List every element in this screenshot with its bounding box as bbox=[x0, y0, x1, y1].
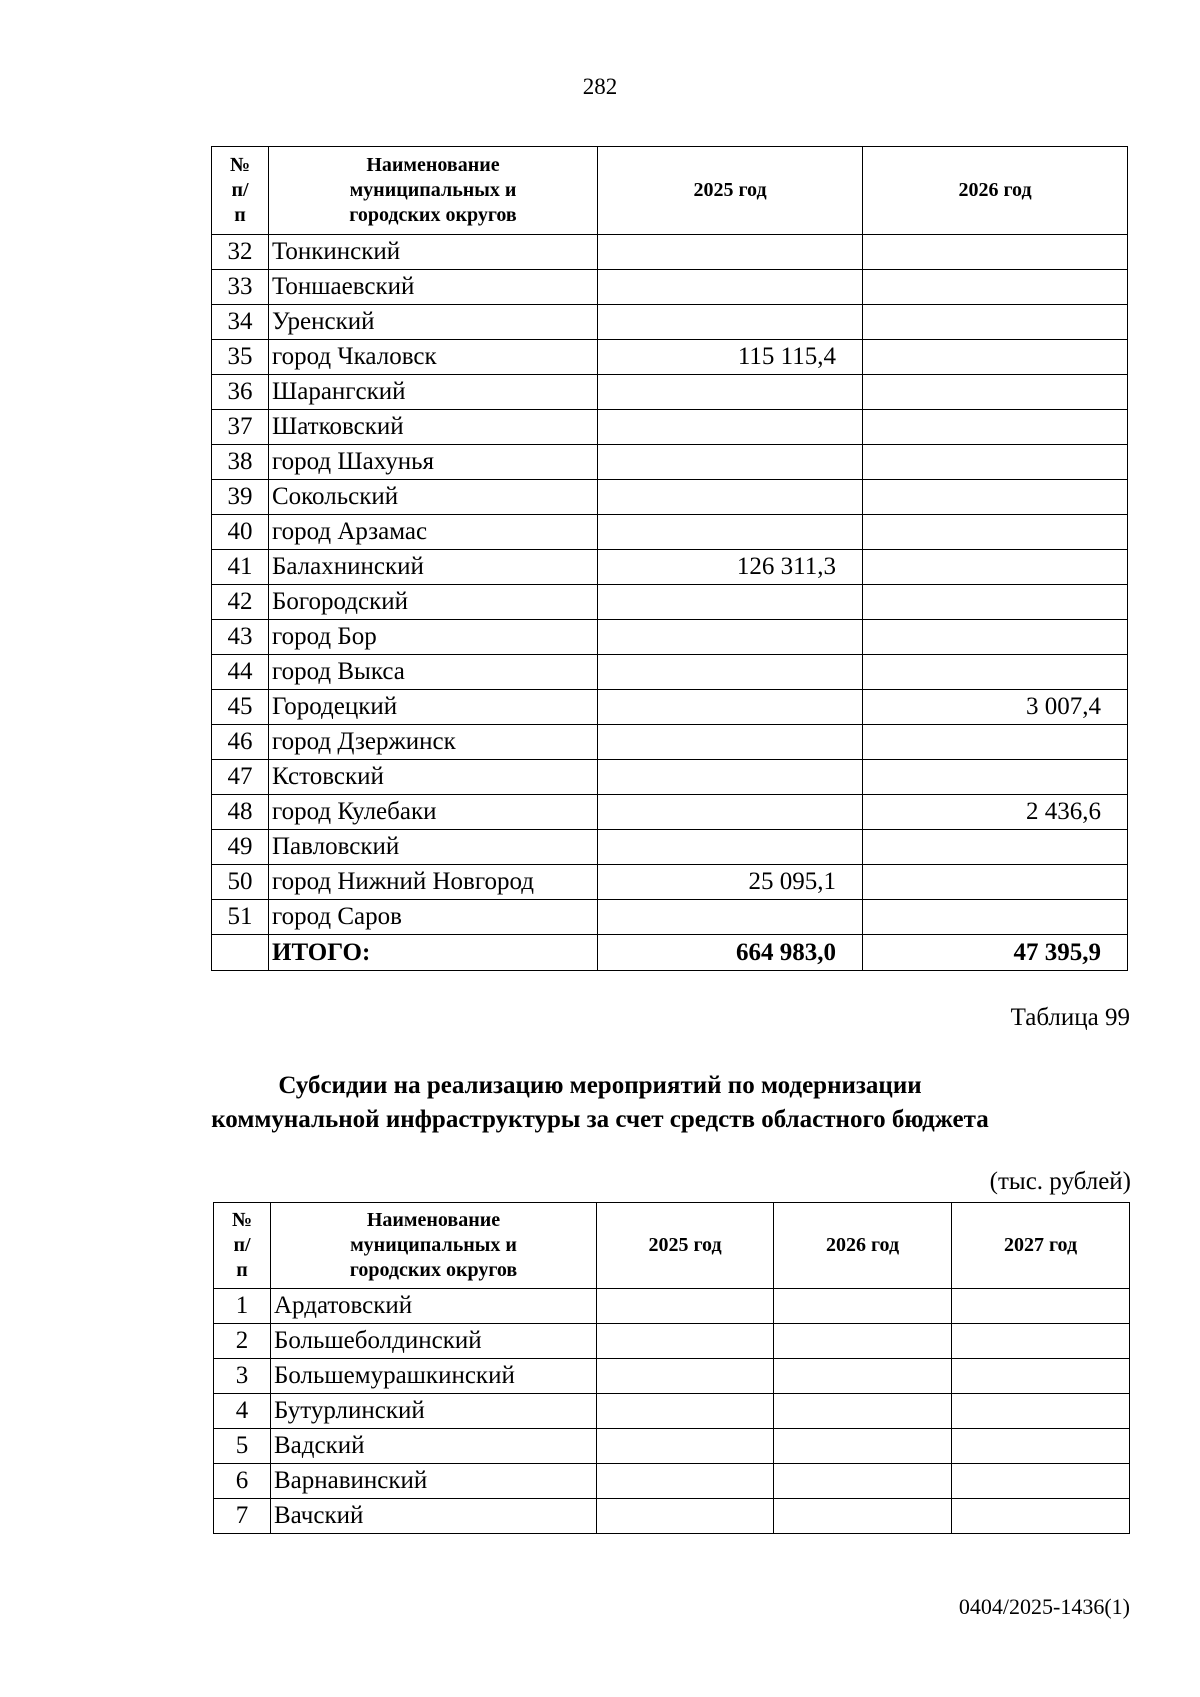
row-number: 44 bbox=[212, 655, 269, 690]
value-2026 bbox=[863, 445, 1128, 480]
municipality-name: город Чкаловск bbox=[269, 340, 598, 375]
value-2025 bbox=[598, 760, 863, 795]
row-number: 45 bbox=[212, 690, 269, 725]
table-row bbox=[212, 305, 1128, 340]
value-2027 bbox=[952, 1324, 1130, 1359]
table-row bbox=[212, 445, 1128, 480]
value-2026 bbox=[774, 1429, 952, 1464]
table-row bbox=[212, 340, 1128, 375]
total-label: ИТОГО: bbox=[269, 935, 598, 971]
page-number: 282 bbox=[582, 74, 618, 99]
table-row bbox=[212, 375, 1128, 410]
value-2025 bbox=[598, 480, 863, 515]
value-2026 bbox=[863, 550, 1128, 585]
value-2026 bbox=[774, 1394, 952, 1429]
value-2025: 115 115,4 bbox=[598, 340, 863, 375]
value-2027 bbox=[952, 1289, 1130, 1324]
value-2025 bbox=[598, 270, 863, 305]
row-number: 32 bbox=[212, 235, 269, 270]
value-2026 bbox=[774, 1289, 952, 1324]
units-note: (тыс. рублей) bbox=[989, 1168, 1131, 1195]
value-2026 bbox=[863, 865, 1128, 900]
municipality-name: Тоншаевский bbox=[269, 270, 598, 305]
value-2025 bbox=[598, 375, 863, 410]
value-2025 bbox=[597, 1429, 774, 1464]
municipality-name: Большемурашкинский bbox=[271, 1359, 597, 1394]
table-row bbox=[214, 1499, 1130, 1534]
row-number: 47 bbox=[212, 760, 269, 795]
value-2025 bbox=[598, 655, 863, 690]
row-number: 36 bbox=[212, 375, 269, 410]
document-code: 0404/2025-1436(1) bbox=[958, 1594, 1130, 1619]
table-row bbox=[214, 1394, 1130, 1429]
municipality-name: город Бор bbox=[269, 620, 598, 655]
table-row bbox=[212, 690, 1128, 725]
row-number: 35 bbox=[212, 340, 269, 375]
header-2026: 2026 год bbox=[774, 1203, 952, 1289]
table-row bbox=[212, 270, 1128, 305]
municipality-name: Уренский bbox=[269, 305, 598, 340]
row-number: 33 bbox=[212, 270, 269, 305]
subsidy-table-99 bbox=[213, 1202, 1130, 1534]
row-number: 40 bbox=[212, 515, 269, 550]
row-number: 51 bbox=[212, 900, 269, 935]
value-2026 bbox=[863, 585, 1128, 620]
table-row bbox=[212, 550, 1128, 585]
table-row bbox=[212, 515, 1128, 550]
value-2025 bbox=[598, 305, 863, 340]
value-2025 bbox=[598, 725, 863, 760]
municipality-name: Большеболдинский bbox=[271, 1324, 597, 1359]
value-2026 bbox=[774, 1499, 952, 1534]
table-row bbox=[212, 655, 1128, 690]
row-number: 4 bbox=[214, 1394, 271, 1429]
table-row bbox=[212, 235, 1128, 270]
value-2025 bbox=[597, 1324, 774, 1359]
value-2025 bbox=[597, 1464, 774, 1499]
value-2026 bbox=[863, 725, 1128, 760]
value-2025 bbox=[598, 900, 863, 935]
row-number: 34 bbox=[212, 305, 269, 340]
row-number: 37 bbox=[212, 410, 269, 445]
municipality-name: Богородский bbox=[269, 585, 598, 620]
table-row bbox=[212, 585, 1128, 620]
total-2026: 47 395,9 bbox=[863, 935, 1128, 971]
table-row bbox=[214, 1289, 1130, 1324]
municipality-name: Вадский bbox=[271, 1429, 597, 1464]
row-number: 41 bbox=[212, 550, 269, 585]
table1-body bbox=[212, 235, 1128, 971]
value-2026 bbox=[863, 305, 1128, 340]
value-2026 bbox=[863, 480, 1128, 515]
table-row bbox=[212, 620, 1128, 655]
table-row bbox=[212, 795, 1128, 830]
row-number: 46 bbox=[212, 725, 269, 760]
table-row bbox=[212, 830, 1128, 865]
value-2025 bbox=[597, 1394, 774, 1429]
table-row bbox=[212, 900, 1128, 935]
header-name: Наименование муниципальных и городских округов bbox=[269, 147, 598, 235]
municipality-name: Шатковский bbox=[269, 410, 598, 445]
value-2026 bbox=[863, 620, 1128, 655]
value-2025 bbox=[598, 410, 863, 445]
row-number: 3 bbox=[214, 1359, 271, 1394]
municipality-name: Шарангский bbox=[269, 375, 598, 410]
value-2025 bbox=[598, 620, 863, 655]
municipality-name: Павловский bbox=[269, 830, 598, 865]
value-2025: 25 095,1 bbox=[598, 865, 863, 900]
table-row bbox=[214, 1324, 1130, 1359]
municipality-name: город Кулебаки bbox=[269, 795, 598, 830]
value-2027 bbox=[952, 1359, 1130, 1394]
row-number: 1 bbox=[214, 1289, 271, 1324]
value-2025 bbox=[597, 1289, 774, 1324]
municipality-name: Вачский bbox=[271, 1499, 597, 1534]
value-2025 bbox=[598, 795, 863, 830]
table-row bbox=[212, 725, 1128, 760]
row-number: 39 bbox=[212, 480, 269, 515]
total-num-cell bbox=[212, 935, 269, 971]
header-2025: 2025 год bbox=[597, 1203, 774, 1289]
municipality-name: Балахнинский bbox=[269, 550, 598, 585]
header-2026: 2026 год bbox=[863, 147, 1128, 235]
municipality-name: Тонкинский bbox=[269, 235, 598, 270]
value-2025 bbox=[598, 690, 863, 725]
municipality-name: Ардатовский bbox=[271, 1289, 597, 1324]
municipality-name: город Выкса bbox=[269, 655, 598, 690]
row-number: 50 bbox=[212, 865, 269, 900]
value-2025 bbox=[598, 515, 863, 550]
value-2026 bbox=[863, 270, 1128, 305]
municipality-name: город Арзамас bbox=[269, 515, 598, 550]
municipality-name: Бутурлинский bbox=[271, 1394, 597, 1429]
row-number: 6 bbox=[214, 1464, 271, 1499]
table-title-line1: Субсидии на реализацию мероприятий по модернизации bbox=[278, 1072, 922, 1099]
table-row bbox=[212, 480, 1128, 515]
value-2026 bbox=[863, 515, 1128, 550]
municipality-name: Сокольский bbox=[269, 480, 598, 515]
table-row bbox=[214, 1464, 1130, 1499]
header-2027: 2027 год bbox=[952, 1203, 1130, 1289]
municipality-name: город Шахунья bbox=[269, 445, 598, 480]
value-2027 bbox=[952, 1464, 1130, 1499]
row-number: 48 bbox=[212, 795, 269, 830]
table2-body bbox=[214, 1289, 1130, 1534]
table-row bbox=[214, 1429, 1130, 1464]
municipality-name: город Саров bbox=[269, 900, 598, 935]
total-row bbox=[212, 935, 1128, 971]
value-2027 bbox=[952, 1499, 1130, 1534]
row-number: 38 bbox=[212, 445, 269, 480]
table-title bbox=[0, 1069, 1200, 1137]
table-title-line2: коммунальной инфраструктуры за счет средств областного бюджета bbox=[211, 1106, 989, 1133]
municipality-name: Городецкий bbox=[269, 690, 598, 725]
value-2025 bbox=[598, 830, 863, 865]
table-label: Таблица 99 bbox=[1010, 1004, 1130, 1031]
municipality-name: город Дзержинск bbox=[269, 725, 598, 760]
header-num: № п/п bbox=[212, 147, 269, 235]
header-num: № п/п bbox=[214, 1203, 271, 1289]
value-2026 bbox=[863, 900, 1128, 935]
value-2026: 3 007,4 bbox=[863, 690, 1128, 725]
value-2025: 126 311,3 bbox=[598, 550, 863, 585]
row-number: 7 bbox=[214, 1499, 271, 1534]
value-2026 bbox=[863, 760, 1128, 795]
table-row bbox=[214, 1359, 1130, 1394]
value-2026 bbox=[863, 410, 1128, 445]
value-2026 bbox=[863, 830, 1128, 865]
value-2026 bbox=[863, 235, 1128, 270]
table-row bbox=[212, 410, 1128, 445]
value-2025 bbox=[598, 235, 863, 270]
value-2027 bbox=[952, 1429, 1130, 1464]
municipality-name: город Нижний Новгород bbox=[269, 865, 598, 900]
row-number: 43 bbox=[212, 620, 269, 655]
table-row bbox=[212, 865, 1128, 900]
total-2025: 664 983,0 bbox=[598, 935, 863, 971]
header-name: Наименование муниципальных и городских округов bbox=[271, 1203, 597, 1289]
row-number: 5 bbox=[214, 1429, 271, 1464]
value-2026: 2 436,6 bbox=[863, 795, 1128, 830]
value-2026 bbox=[863, 375, 1128, 410]
value-2025 bbox=[597, 1359, 774, 1394]
value-2026 bbox=[863, 340, 1128, 375]
value-2025 bbox=[597, 1499, 774, 1534]
value-2026 bbox=[774, 1464, 952, 1499]
value-2026 bbox=[863, 655, 1128, 690]
municipality-name: Варнавинский bbox=[271, 1464, 597, 1499]
value-2027 bbox=[952, 1394, 1130, 1429]
value-2026 bbox=[774, 1359, 952, 1394]
value-2025 bbox=[598, 585, 863, 620]
subsidy-table-continued bbox=[211, 146, 1128, 971]
row-number: 49 bbox=[212, 830, 269, 865]
row-number: 42 bbox=[212, 585, 269, 620]
value-2026 bbox=[774, 1324, 952, 1359]
table-row bbox=[212, 760, 1128, 795]
value-2025 bbox=[598, 445, 863, 480]
header-2025: 2025 год bbox=[598, 147, 863, 235]
municipality-name: Кстовский bbox=[269, 760, 598, 795]
row-number: 2 bbox=[214, 1324, 271, 1359]
